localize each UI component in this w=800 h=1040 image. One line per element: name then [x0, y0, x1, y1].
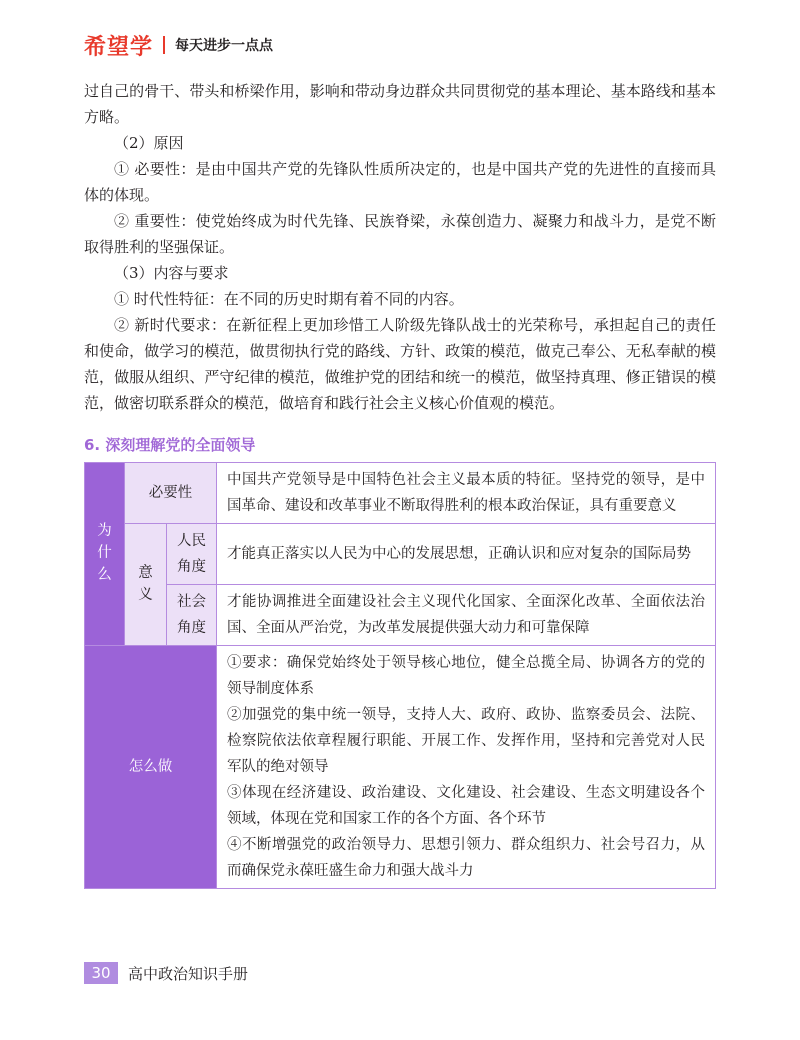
necessity-label: 必要性 — [125, 463, 217, 524]
paragraph: （3）内容与要求 — [114, 264, 229, 282]
meaning-label: 意义 — [138, 564, 153, 603]
meaning-cell — [125, 524, 167, 646]
header-slogan: 每天进步一点点 — [175, 38, 274, 54]
people-label: 人民角度 — [167, 524, 217, 585]
book-title: 高中政治知识手册 — [128, 964, 249, 983]
body-text — [84, 78, 716, 416]
society-text: 才能协调推进全面建设社会主义现代化国家、全面深化改革、全面依法治国、全面从严治党，为改革发展提供强大动力和可靠保障 — [217, 585, 716, 646]
paragraph: ① 必要性：是由中国共产党的先锋队性质所决定的，也是中国共产党的先进性的直接而具体的体现。 — [84, 160, 716, 204]
paragraph: ① 时代性特征：在不同的历史时期有着不同的内容。 — [114, 290, 464, 308]
header-divider — [163, 36, 165, 54]
how-item: ②加强党的集中统一领导，支持人大、政府、政协、监察委员会、法院、检察院依法依章程履行职能、开展工作、发挥作用，坚持和完善党对人民军队的绝对领导 — [227, 707, 705, 775]
how-item: ④不断增强党的政治领导力、思想引领力、群众组织力、社会号召力，从而确保党永葆旺盛生命力和强大战斗力 — [227, 837, 705, 879]
paragraph: （2）原因 — [114, 134, 184, 152]
paragraph: 过自己的骨干、带头和桥梁作用，影响和带动身边群众共同贯彻党的基本理论、基本路线和基本方略。 — [84, 82, 716, 126]
table-row — [85, 463, 716, 524]
people-text: 才能真正落实以人民为中心的发展思想，正确认识和应对复杂的国际局势 — [217, 524, 716, 585]
necessity-text: 中国共产党领导是中国特色社会主义最本质的特征。坚持党的领导，是中国革命、建设和改革事业不断取得胜利的根本政治保证，具有重要意义 — [217, 463, 716, 524]
table-row — [85, 585, 716, 646]
page-header — [84, 30, 273, 60]
why-cell — [85, 463, 125, 646]
table-row — [85, 524, 716, 585]
society-label: 社会角度 — [167, 585, 217, 646]
paragraph: ② 新时代要求：在新征程上更加珍惜工人阶级先锋队战士的光荣称号，承担起自己的责任和使命，做学习的模范，做贯彻执行党的路线、方针、政策的模范，做克己奉公、无私奉献的模范，做服从组织、严守纪律的模范，做维护党的团结和统一的模范，做坚持真理、修正错误的模范，做密切联系群众的模范，做培育和践行社会主义核心价值观的模范。 — [84, 316, 716, 412]
how-item: ①要求：确保党始终处于领导核心地位，健全总揽全局、协调各方的党的领导制度体系 — [227, 655, 705, 697]
paragraph: ② 重要性：使党始终成为时代先锋、民族脊梁，永葆创造力、凝聚力和战斗力，是党不断取得胜利的坚强保证。 — [84, 212, 716, 256]
how-content — [217, 646, 716, 889]
how-item: ③体现在经济建设、政治建设、文化建设、社会建设、生态文明建设各个领域，体现在党和国家工作的各个方面、各个环节 — [227, 785, 705, 827]
section-title: 6. 深刻理解党的全面领导 — [84, 436, 256, 454]
leadership-table — [84, 462, 716, 889]
why-label: 为什么 — [97, 523, 112, 583]
page-footer — [84, 962, 248, 984]
brand-logo: 希望学 — [84, 34, 154, 60]
table-row — [85, 646, 716, 889]
how-label: 怎么做 — [85, 646, 217, 889]
page-number: 30 — [84, 962, 118, 984]
